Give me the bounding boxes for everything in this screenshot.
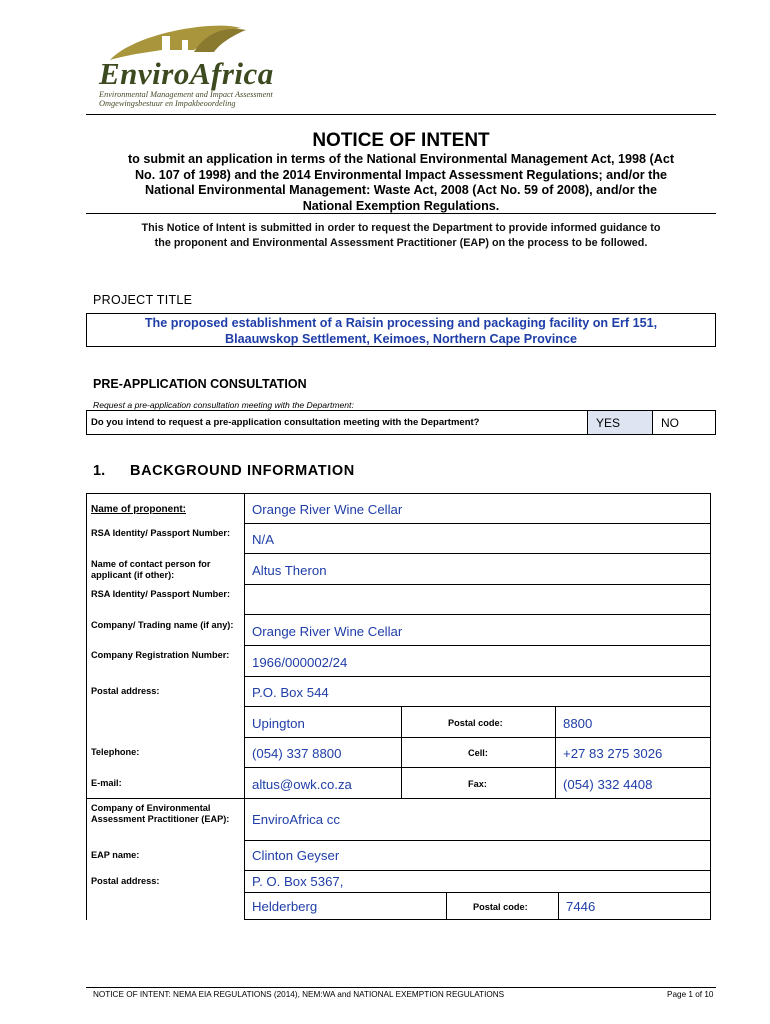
postal-code-label: Postal code: — [448, 718, 503, 728]
cell-field[interactable] — [555, 737, 711, 768]
table-top-border — [86, 493, 244, 494]
fax-field[interactable] — [555, 767, 711, 799]
page-number: Page 1 of 10 — [667, 990, 714, 999]
logo-wordmark: EnviroAfrica — [99, 56, 274, 91]
fax-value: (054) 332 4408 — [563, 777, 653, 792]
telephone-label: Telephone: — [91, 747, 140, 757]
cell-label: Cell: — [468, 748, 488, 758]
registration-label: Company Registration Number: — [91, 650, 230, 660]
document-subtitle — [86, 152, 716, 214]
postal-address-field[interactable] — [244, 676, 711, 707]
eap-company-field[interactable] — [244, 798, 711, 841]
fax-label: Fax: — [468, 779, 487, 789]
project-title-line: Blaauwskop Settlement, Keimoes, Northern Cape Province — [224, 331, 578, 346]
company-value: Orange River Wine Cellar — [252, 624, 403, 639]
project-title-field[interactable] — [86, 313, 716, 347]
eap-postal-code-value: 7446 — [566, 899, 596, 914]
project-title-line: The proposed establishment of a Raisin processing and packaging facility on Erf 151, — [144, 316, 658, 330]
postal-address-value: P.O. Box 544 — [252, 685, 329, 700]
proponent-name-field[interactable] — [244, 493, 711, 524]
subtitle-line: National Environmental Management: Waste Act, 2008 (Act No. 59 of 2008), and/or the — [144, 183, 658, 197]
company-label: Company/ Trading name (if any): — [91, 620, 234, 630]
email-value: altus@owk.co.za — [252, 777, 352, 792]
document-title: NOTICE OF INTENT — [312, 130, 490, 151]
pre-application-question: Do you intend to request a pre-application consultation meeting with the Department? — [91, 417, 480, 428]
eap-postal-code-label-cell — [446, 892, 559, 920]
intro-text — [86, 221, 716, 250]
registration-field[interactable] — [244, 645, 711, 677]
project-title-label: PROJECT TITLE — [93, 293, 193, 307]
postal-address-label: Postal address: — [91, 686, 160, 696]
logo-tagline-af: Omgewingsbestuur en Impakbeoordeling — [99, 99, 236, 108]
postal-code-field[interactable] — [555, 706, 711, 738]
eap-postal-code-field[interactable] — [558, 892, 711, 920]
eap-postal-field[interactable] — [244, 870, 711, 893]
company-field[interactable] — [244, 614, 711, 646]
eap-company-value: EnviroAfrica cc — [252, 812, 340, 827]
rsa-id-field-2[interactable] — [244, 584, 711, 615]
town-field[interactable] — [244, 706, 402, 738]
header-divider — [86, 114, 716, 115]
eap-name-label: EAP name: — [91, 850, 140, 860]
eap-name-value: Clinton Geyser — [252, 848, 340, 863]
section-number: 1. — [93, 463, 106, 479]
rsa-id-label: RSA Identity/ Passport Number: — [91, 528, 231, 538]
footer-text: NOTICE OF INTENT: NEMA EIA REGULATIONS (2014), NEM:WA and NATIONAL EXEMPTION REGULATIONS — [93, 990, 505, 999]
cell-value: +27 83 275 3026 — [563, 746, 663, 761]
eap-company-label: Company of Environmental Assessment Practitioner (EAP): — [91, 803, 230, 824]
proponent-name-value: Orange River Wine Cellar — [252, 502, 403, 517]
contact-person-label: Name of contact person for applicant (if other): — [91, 559, 211, 580]
section-separator — [86, 798, 244, 799]
subtitle-line: No. 107 of 1998) and the 2014 Environmental Impact Assessment Regulations; and/or the — [134, 167, 668, 182]
contact-person-field[interactable] — [244, 553, 711, 585]
registration-value: 1966/000002/24 — [252, 655, 348, 670]
proponent-name-label: Name of proponent: — [91, 504, 186, 515]
eap-town-field[interactable] — [244, 892, 447, 920]
table-left-border — [86, 493, 87, 920]
intro-line: the proponent and Environmental Assessment Practitioner (EAP) on the process to be followed. — [154, 236, 648, 249]
subtitle-divider — [86, 213, 716, 214]
postal-code-value: 8800 — [563, 716, 593, 731]
section-heading: BACKGROUND INFORMATION — [130, 463, 355, 479]
intro-line: This Notice of Intent is submitted in order to request the Department to provide informed guidance to — [141, 222, 661, 234]
contact-person-value: Altus Theron — [252, 563, 327, 578]
subtitle-line: to submit an application in terms of the National Environmental Management Act, 1998 (Act — [127, 152, 675, 166]
telephone-value: (054) 337 8800 — [252, 746, 342, 761]
eap-postal-value: P. O. Box 5367, — [252, 874, 344, 889]
eap-postal-code-label: Postal code: — [473, 902, 528, 912]
pre-application-heading: PRE-APPLICATION CONSULTATION — [93, 377, 307, 391]
town-value: Upington — [252, 716, 305, 731]
yes-option[interactable]: YES — [587, 411, 653, 434]
logo-tagline-en: Environmental Management and Impact Assessment — [99, 90, 273, 99]
eap-postal-label: Postal address: — [91, 876, 160, 886]
fax-label-cell — [401, 767, 556, 799]
rsa-id-label-2: RSA Identity/ Passport Number: — [91, 589, 231, 599]
footer-divider — [86, 987, 716, 988]
email-label: E-mail: — [91, 778, 122, 788]
eap-name-field[interactable] — [244, 840, 711, 871]
telephone-field[interactable] — [244, 737, 402, 768]
no-option[interactable]: NO — [661, 416, 679, 430]
email-field[interactable] — [244, 767, 402, 799]
cell-label-cell — [401, 737, 556, 768]
rsa-id-value: N/A — [252, 532, 274, 547]
pre-application-note: Request a pre-application consultation meeting with the Department: — [93, 400, 354, 410]
eap-town-value: Helderberg — [252, 899, 318, 914]
rsa-id-field[interactable] — [244, 523, 711, 554]
postal-code-label-cell — [401, 706, 556, 738]
pre-application-row — [86, 410, 716, 435]
subtitle-line: National Exemption Regulations. — [302, 198, 500, 213]
